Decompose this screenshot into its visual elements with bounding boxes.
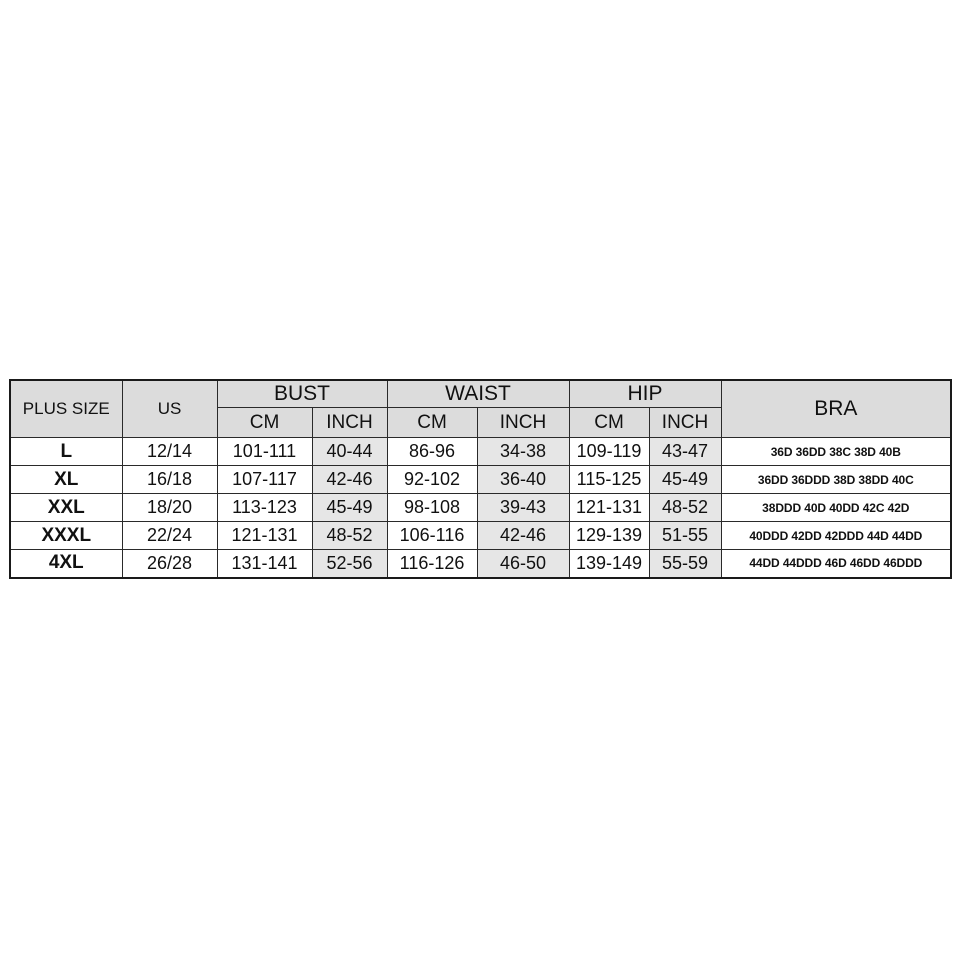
waist-inch-cell: 39-43: [477, 494, 569, 522]
size-cell: XXL: [10, 494, 122, 522]
waist-inch-cell: 46-50: [477, 550, 569, 578]
bust-cm-cell: 101-111: [217, 438, 312, 466]
size-cell: L: [10, 438, 122, 466]
hip-cm-cell: 109-119: [569, 438, 649, 466]
header-waist-cm: CM: [387, 408, 477, 438]
bust-cm-cell: 131-141: [217, 550, 312, 578]
waist-cm-cell: 116-126: [387, 550, 477, 578]
bra-cell: 36D 36DD 38C 38D 40B: [721, 438, 951, 466]
table-row: [10, 494, 951, 522]
us-cell: 16/18: [122, 466, 217, 494]
hip-inch-cell: 55-59: [649, 550, 721, 578]
hip-cm-cell: 121-131: [569, 494, 649, 522]
us-cell: 18/20: [122, 494, 217, 522]
waist-inch-cell: 36-40: [477, 466, 569, 494]
header-bra: BRA: [721, 380, 951, 438]
us-cell: 12/14: [122, 438, 217, 466]
bra-cell: 36DD 36DDD 38D 38DD 40C: [721, 466, 951, 494]
size-cell: XL: [10, 466, 122, 494]
hip-inch-cell: 51-55: [649, 522, 721, 550]
bust-cm-cell: 107-117: [217, 466, 312, 494]
waist-cm-cell: 98-108: [387, 494, 477, 522]
header-bust-inch: INCH: [312, 408, 387, 438]
bra-cell: 40DDD 42DD 42DDD 44D 44DD: [721, 522, 951, 550]
header-us: US: [122, 380, 217, 438]
bust-inch-cell: 52-56: [312, 550, 387, 578]
waist-cm-cell: 86-96: [387, 438, 477, 466]
bra-cell: 44DD 44DDD 46D 46DD 46DDD: [721, 550, 951, 578]
bust-inch-cell: 40-44: [312, 438, 387, 466]
size-cell: 4XL: [10, 550, 122, 578]
header-bust: BUST: [217, 380, 387, 408]
header-hip-cm: CM: [569, 408, 649, 438]
header-waist-inch: INCH: [477, 408, 569, 438]
waist-cm-cell: 106-116: [387, 522, 477, 550]
us-cell: 22/24: [122, 522, 217, 550]
table-row: [10, 438, 951, 466]
size-chart-table: [9, 379, 952, 579]
header-hip: HIP: [569, 380, 721, 408]
header-hip-inch: INCH: [649, 408, 721, 438]
bust-inch-cell: 42-46: [312, 466, 387, 494]
table-row: [10, 550, 951, 578]
hip-cm-cell: 139-149: [569, 550, 649, 578]
bust-inch-cell: 48-52: [312, 522, 387, 550]
bust-cm-cell: 113-123: [217, 494, 312, 522]
hip-cm-cell: 129-139: [569, 522, 649, 550]
header-waist: WAIST: [387, 380, 569, 408]
waist-inch-cell: 42-46: [477, 522, 569, 550]
us-cell: 26/28: [122, 550, 217, 578]
bra-cell: 38DDD 40D 40DD 42C 42D: [721, 494, 951, 522]
hip-inch-cell: 43-47: [649, 438, 721, 466]
hip-cm-cell: 115-125: [569, 466, 649, 494]
size-cell: XXXL: [10, 522, 122, 550]
waist-inch-cell: 34-38: [477, 438, 569, 466]
table-row: [10, 522, 951, 550]
table-row: [10, 466, 951, 494]
hip-inch-cell: 48-52: [649, 494, 721, 522]
header-plus-size: PLUS SIZE: [10, 380, 122, 438]
bust-cm-cell: 121-131: [217, 522, 312, 550]
hip-inch-cell: 45-49: [649, 466, 721, 494]
bust-inch-cell: 45-49: [312, 494, 387, 522]
waist-cm-cell: 92-102: [387, 466, 477, 494]
header-bust-cm: CM: [217, 408, 312, 438]
